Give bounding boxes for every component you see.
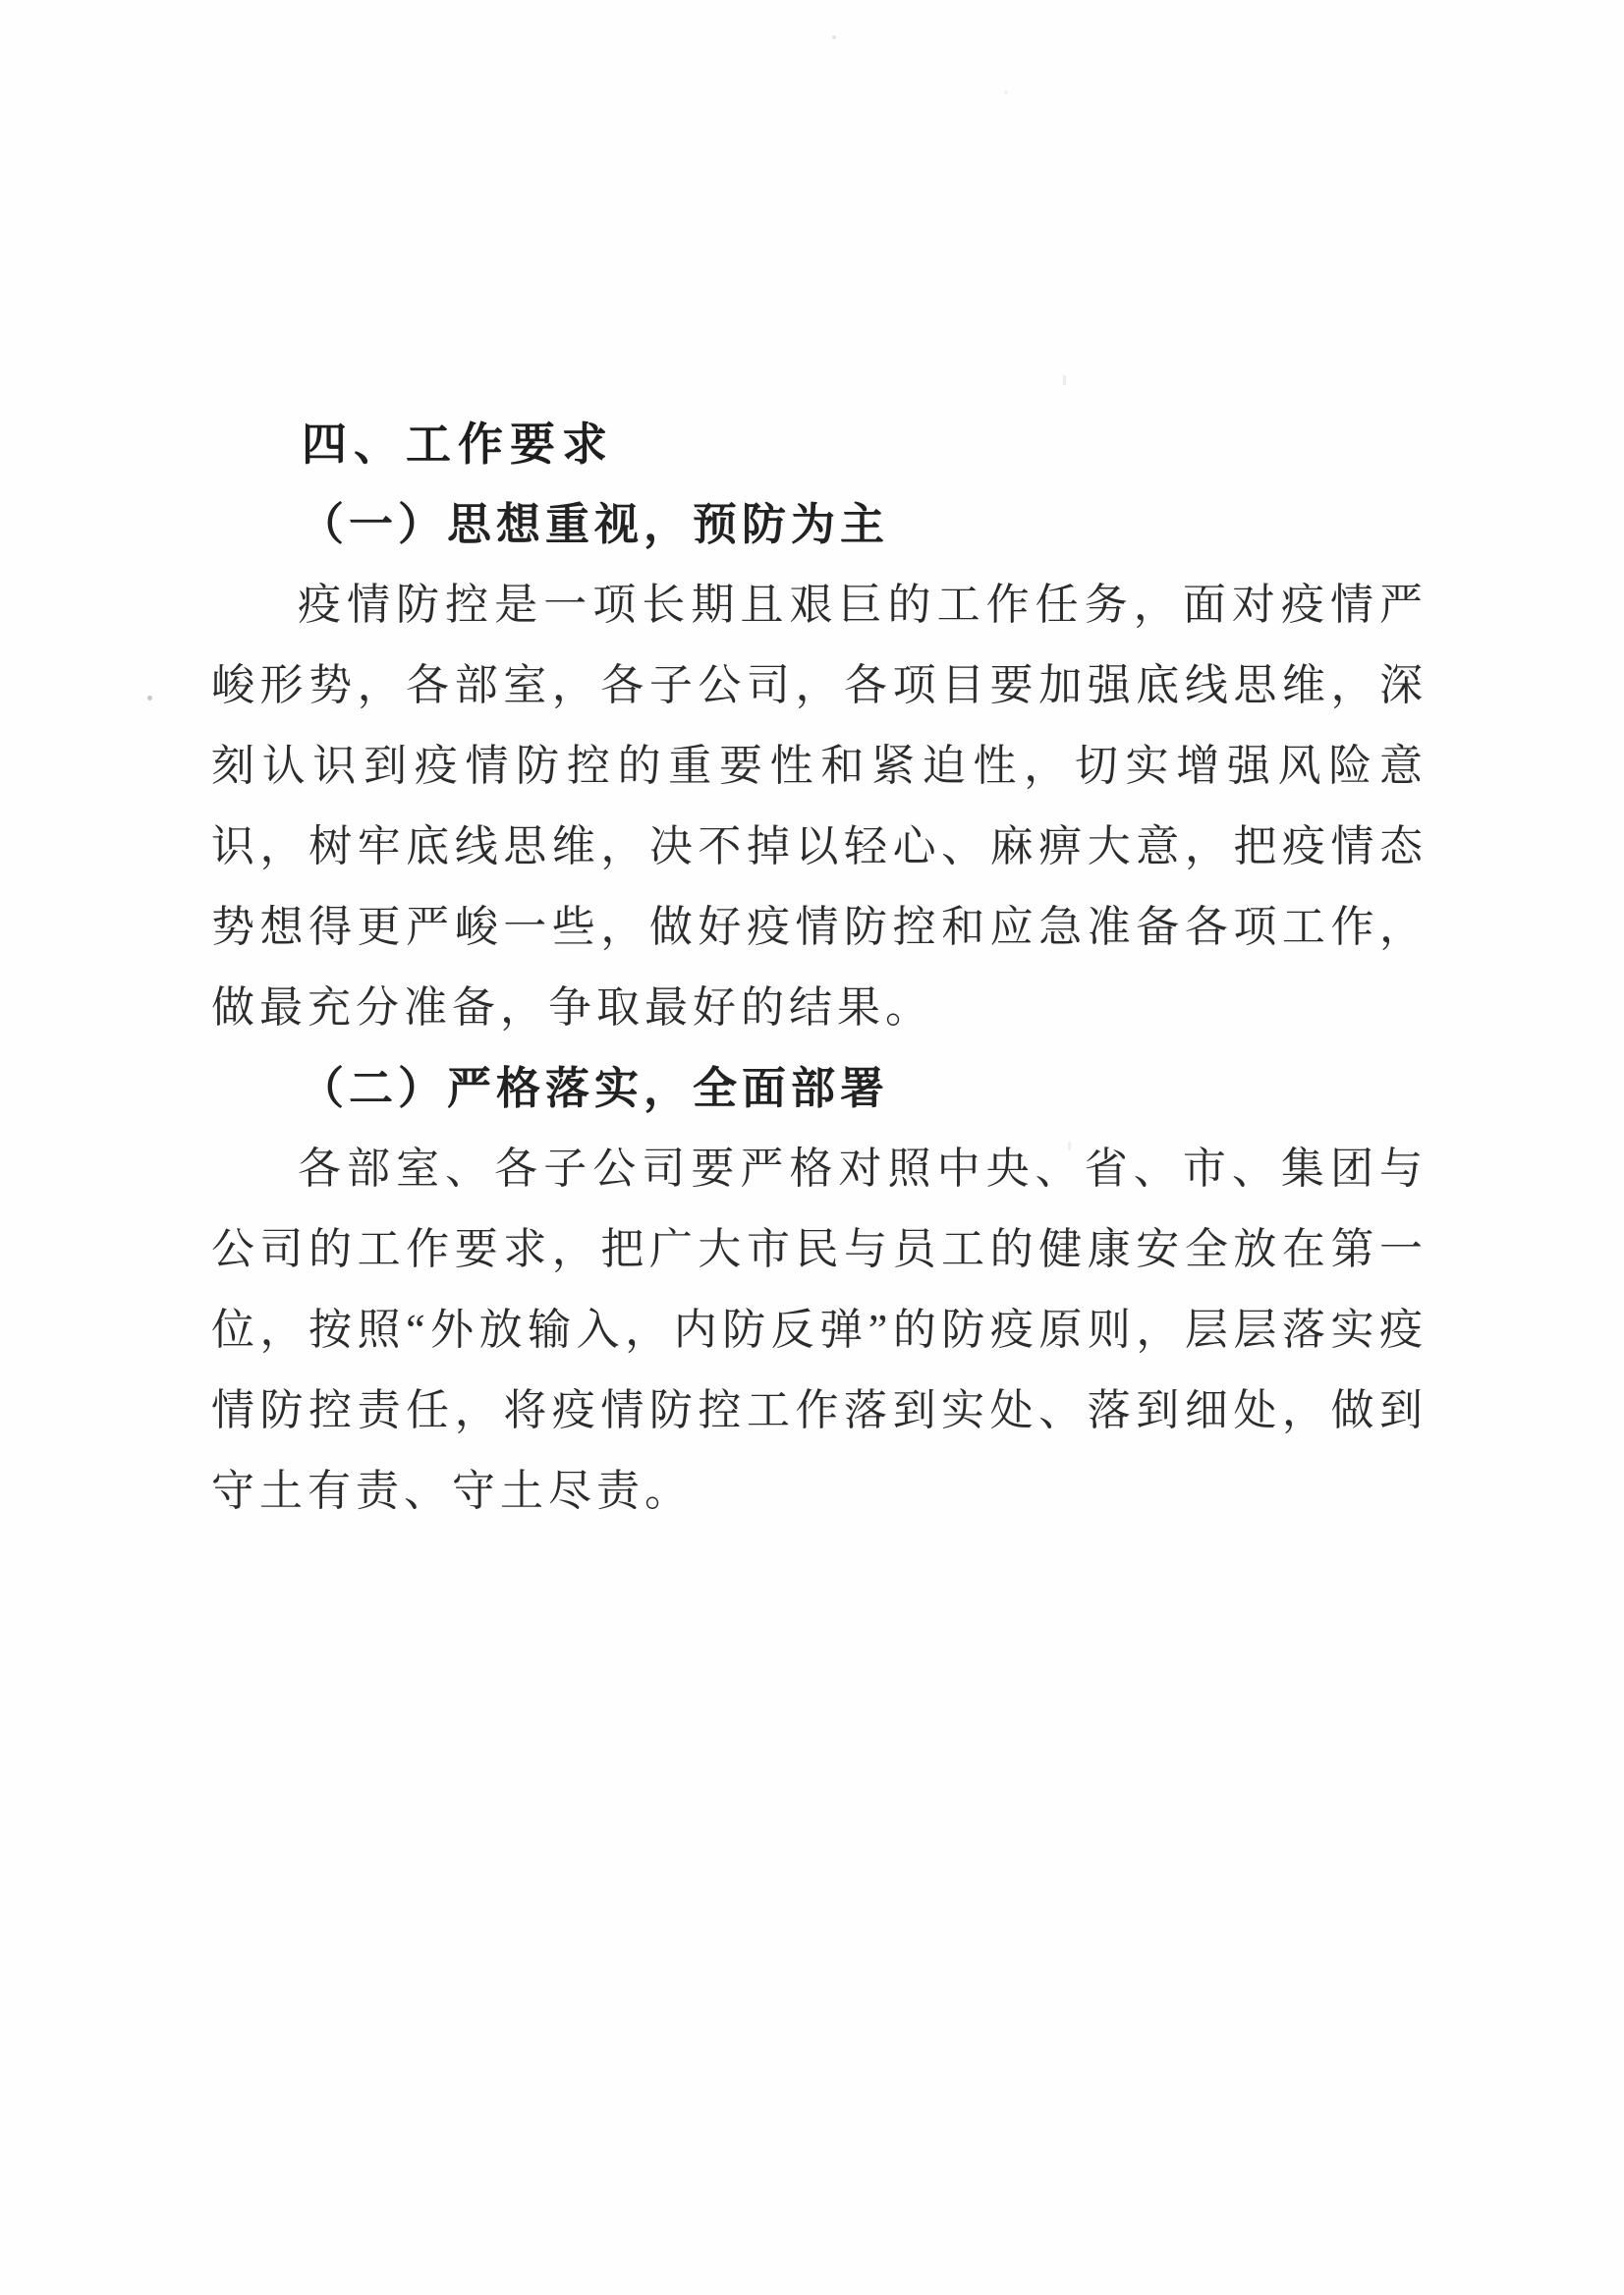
subsection-heading-1: （一）思想重视，预防为主	[300, 500, 890, 549]
document-body	[211, 404, 1428, 1532]
scan-speck	[1063, 375, 1066, 385]
scan-speck	[832, 35, 836, 39]
scan-speck	[147, 696, 152, 700]
paragraph-2: 各部室、各子公司要严格对照中央、省、市、集团与公司的工作要求，把广大市民与员工的健康安全放在第一位，按照“外放输入，内防反弹”的防疫原则，层层落实疫情防控责任，将疫情防控工作落到实处、落到细处，做到守土有责、守土尽责。	[211, 1145, 1428, 1515]
paragraph-1: 疫情防控是一项长期且艰巨的工作任务，面对疫情严峻形势，各部室，各子公司，各项目要加强底线思维，深刻认识到疫情防控的重要性和紧迫性，切实增强风险意识，树牢底线思维，决不掉以轻心、麻痹大意，把疫情态势想得更严峻一些，做好疫情防控和应急准备各项工作，做最充分准备，争取最好的结果。	[211, 581, 1428, 1032]
subsection-heading-2: （二）严格落实，全面部署	[300, 1064, 890, 1113]
section-heading: 四、工作要求	[302, 419, 614, 470]
scan-speck	[1004, 90, 1008, 94]
